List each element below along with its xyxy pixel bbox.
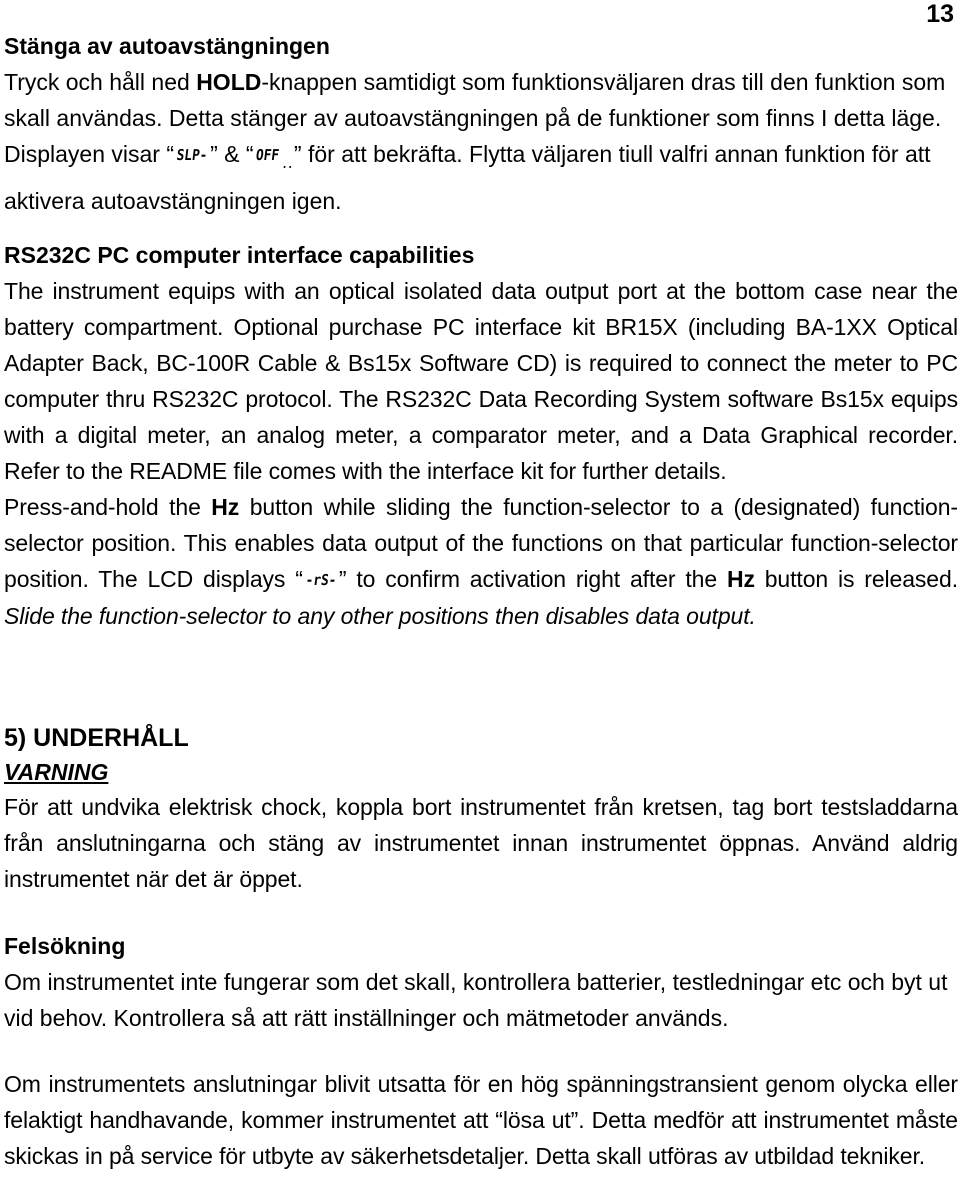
page-number: 13 xyxy=(926,0,954,28)
rs232-italic-note: Slide the function-selector to any other positions then disables data output. xyxy=(4,603,756,629)
maintenance-heading: 5) UNDERHÅLL xyxy=(4,724,189,752)
autooff-section xyxy=(4,28,958,219)
maintenance-section xyxy=(4,721,958,897)
hold-key-label: HOLD xyxy=(196,69,262,95)
rs232-text-b: button while sliding the function-selector to a (designated) function-selector position. This enables data output of the functions on that particular function-selector position. The LCD displays “ xyxy=(4,494,958,592)
lcd-rs-symbol: -rS- xyxy=(304,571,338,589)
rs232-paragraph-1: The instrument equips with an optical isolated data output port at the bottom case near the battery compartment. Optional purchase PC interface kit BR15X (including BA-1XX Optical Adapter Back, BC-100R Cable & Bs15x Software CD) is required to connect the meter to PC computer thru RS232C protocol. The RS232C Data Recording System software Bs15x equips with a digital meter, an analog meter, a comparator meter, and a Data Graphical recorder. Refer to the README file comes with the interface kit for further details. xyxy=(4,278,958,484)
lcd-off-symbol: OFF xyxy=(254,146,280,164)
rs232-text-c: ” to confirm activation right after the xyxy=(338,566,727,592)
troubleshooting-heading: Felsökning xyxy=(4,933,126,959)
autooff-heading: Stänga av autoavstängningen xyxy=(4,33,330,59)
rs232-text-d: button is released. xyxy=(754,566,958,592)
autooff-paragraph xyxy=(4,64,958,219)
hz-key-label-1: Hz xyxy=(211,494,240,520)
autooff-text-2: -knappen samtidigt som funktionsväljaren dras till den funktion som skall användas. Detta stänger av autoavstängningen på de funktioner som finns I detta läge. Displayen visar “ xyxy=(4,69,946,167)
troubleshooting-section-2 xyxy=(4,1066,958,1174)
autooff-text-1: Tryck och håll ned xyxy=(4,69,197,95)
rs232-text-a: Press-and-hold the xyxy=(4,494,212,520)
troubleshooting-paragraph-2: Om instrumentets anslutningar blivit utsatta för en hög spänningstransient genom olycka eller felaktigt handhavande, kommer instrumentet att “lösa ut”. Detta medför att instrumentet måste skickas in på service för utbyte av säkerhetsdetaljer. Detta skall utföras av utbildad tekniker. xyxy=(4,1071,958,1169)
autooff-text-4: ” för att bekräfta. Flytta väljaren tiull valfri annan funktion för att aktivera autoavstängningen igen. xyxy=(4,141,931,214)
hz-key-label-2: Hz xyxy=(726,566,755,592)
troubleshooting-paragraph-1: Om instrumentet inte fungerar som det skall, kontrollera batterier, testledningar etc och byt ut vid behov. Kontrollera så att rätt inställninger och mätmetoder används. xyxy=(4,969,948,1031)
maintenance-paragraph: För att undvika elektrisk chock, koppla bort instrumentet från kretsen, tag bort testsladdarna från anslutningarna och stäng av instrumentet innan instrumentet öppnas. Använd aldrig instrumentet när det är öppet. xyxy=(4,794,958,892)
autooff-text-3: ” & “ xyxy=(210,141,254,167)
rs232-paragraph-2 xyxy=(4,489,958,634)
lcd-slp-symbol: SLP- xyxy=(175,146,209,164)
warning-label: VARNING xyxy=(4,759,109,785)
rs232-section xyxy=(4,237,958,634)
troubleshooting-section xyxy=(4,928,958,1036)
lcd-off-sub: .. xyxy=(280,158,294,171)
rs232-heading: RS232C PC computer interface capabilities xyxy=(4,242,475,268)
